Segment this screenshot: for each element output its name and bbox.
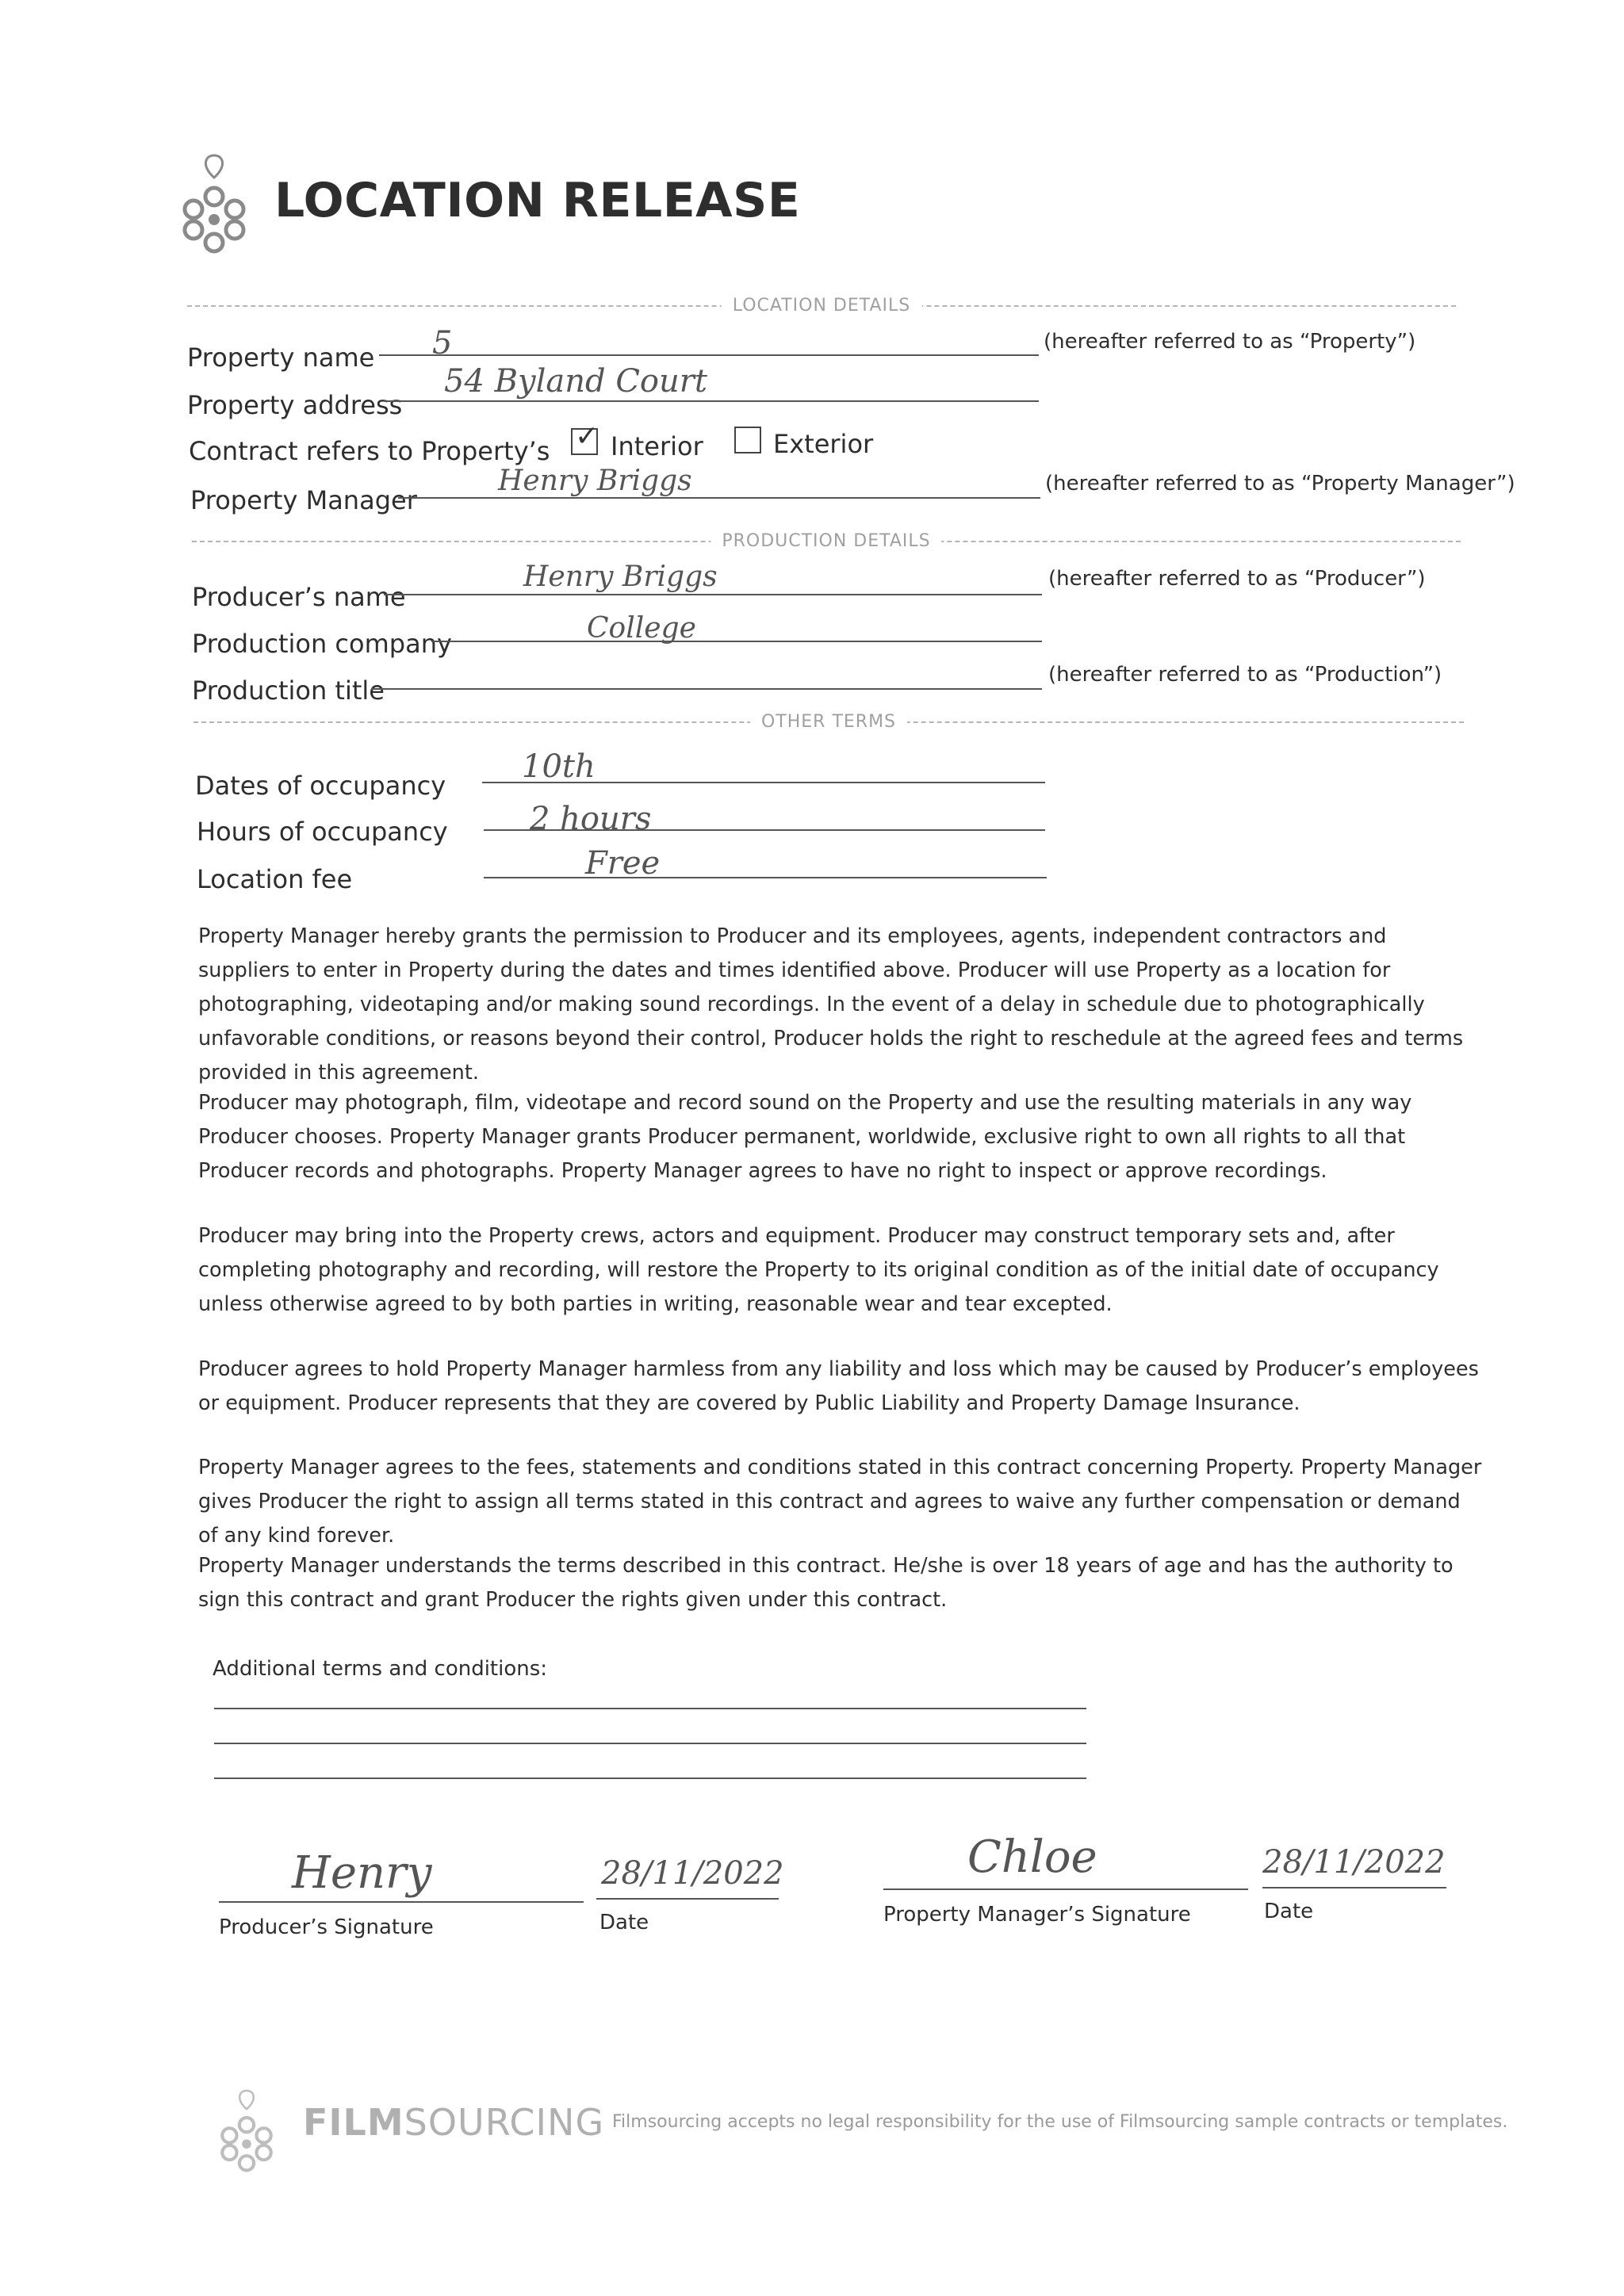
manager-date-value[interactable]: 28/11/2022: [1262, 1844, 1446, 1881]
property-address-label: Property address: [187, 390, 403, 420]
property-name-value[interactable]: 5: [432, 325, 453, 362]
fee-label: Location fee: [197, 864, 353, 894]
property-manager-note: (hereafter referred to as “Property Manager”): [1045, 472, 1515, 496]
filmsourcing-brand: FILMSOURCING: [303, 2101, 605, 2144]
producer-name-label: Producer’s name: [192, 582, 406, 612]
production-company-label: Production company: [192, 629, 452, 659]
property-address-value[interactable]: 54 Byland Court: [444, 363, 707, 400]
additional-terms-label: Additional terms and conditions:: [213, 1657, 548, 1681]
production-title-note: (hereafter referred to as “Production”): [1048, 663, 1442, 687]
fee-value[interactable]: Free: [585, 845, 661, 882]
additional-terms-line[interactable]: [214, 1777, 1086, 1779]
exterior-label: Exterior: [773, 429, 874, 459]
producer-name-line: [384, 594, 1042, 595]
dates-value[interactable]: 10th: [522, 748, 596, 785]
production-title-line: [371, 688, 1042, 690]
manager-signature-line: [883, 1888, 1248, 1890]
property-name-label: Property name: [187, 342, 375, 373]
property-name-line: [379, 354, 1039, 356]
terms-paragraph: Producer may photograph, film, videotape and record sound on the Property and use the resulting materials in any way Producer chooses. Property Manager grants Producer permanent, worldwide, exclusive right to own all rights to all that Producer records and photographs. Property Manager agrees to have no right to inspect or approve recordings.: [198, 1091, 1412, 1183]
producer-signature[interactable]: Henry: [292, 1847, 432, 1899]
additional-terms-line[interactable]: [214, 1743, 1086, 1744]
manager-date-label: Date: [1264, 1900, 1314, 1923]
terms-paragraph: Property Manager understands the terms described in this contract. He/she is over 18 years of age and has the authority to sign this contract and grant Producer the rights given under this contract.: [198, 1554, 1454, 1612]
page-title: LOCATION RELEASE: [274, 173, 801, 228]
property-name-note: (hereafter referred to as “Property”): [1044, 330, 1416, 354]
terms-paragraph: Producer agrees to hold Property Manager harmless from any liability and loss which may be caused by Producer’s employees or equipment. Producer represents that they are covered by Public Liability and Property Damage Insurance.: [198, 1357, 1479, 1415]
production-company-line: [431, 641, 1042, 642]
production-company-value[interactable]: College: [587, 612, 696, 645]
producer-date-label: Date: [599, 1911, 649, 1934]
hours-value[interactable]: 2 hours: [530, 801, 652, 837]
terms-paragraph: Producer may bring into the Property crews, actors and equipment. Producer may construct temporary sets and, after completing photography and recording, will restore the Property to its original condition as of the initial date of occupancy unless otherwise agreed to by both parties in writing, reasonable wear and tear excepted.: [198, 1224, 1439, 1316]
terms-paragraph: Property Manager hereby grants the permission to Producer and its employees, agents, independent contractors and suppliers to enter in Property during the dates and times identified above. Producer will use Property as a location for photographing, videotaping and/or making sound recordings. In the event of a delay in schedule due to photographically unfavorable conditions, or reasons beyond their control, Producer holds the right to reschedule at the agreed fees and terms provided in this agreement.: [198, 924, 1464, 1085]
manager-date-line: [1262, 1887, 1446, 1888]
manager-signature-label: Property Manager’s Signature: [883, 1903, 1191, 1927]
additional-terms-line[interactable]: [214, 1708, 1086, 1709]
interior-checkbox[interactable]: [571, 420, 599, 455]
property-manager-value[interactable]: Henry Briggs: [498, 465, 692, 497]
filmsourcing-footer-logo-icon: [219, 2087, 274, 2172]
producer-name-value[interactable]: Henry Briggs: [523, 561, 718, 593]
producer-date-value[interactable]: 28/11/2022: [601, 1855, 784, 1892]
producer-name-note: (hereafter referred to as “Producer”): [1048, 567, 1426, 591]
fee-line: [484, 877, 1047, 878]
exterior-checkbox[interactable]: [734, 427, 761, 453]
producer-signature-line: [219, 1901, 584, 1903]
interior-label: Interior: [611, 431, 703, 461]
section-location-details: LOCATION DETAILS: [187, 305, 1456, 331]
property-manager-label: Property Manager: [190, 485, 417, 515]
dates-label: Dates of occupancy: [195, 771, 446, 801]
hours-label: Hours of occupancy: [197, 817, 448, 847]
production-title-label: Production title: [192, 675, 385, 706]
filmsourcing-logo-icon: [181, 151, 247, 254]
manager-signature[interactable]: Chloe: [967, 1831, 1097, 1883]
contract-refers-label: Contract refers to Property’s: [189, 436, 550, 466]
check-icon: ✓: [575, 420, 599, 453]
property-manager-line: [398, 497, 1040, 499]
footer-disclaimer: Filmsourcing accepts no legal responsibility for the use of Filmsourcing sample contracts or templates.: [612, 2112, 1508, 2132]
section-other-terms: OTHER TERMS: [193, 721, 1464, 747]
terms-paragraph: Property Manager agrees to the fees, statements and conditions stated in this contract concerning Property. Property Manager gives Producer the right to assign all terms stated in this contract and agrees to waive any further compensation or demand of any kind forever.: [198, 1456, 1482, 1548]
producer-signature-label: Producer’s Signature: [219, 1915, 434, 1939]
property-address-line: [384, 400, 1039, 402]
section-production-details: PRODUCTION DETAILS: [192, 541, 1461, 566]
producer-date-line: [596, 1898, 779, 1900]
